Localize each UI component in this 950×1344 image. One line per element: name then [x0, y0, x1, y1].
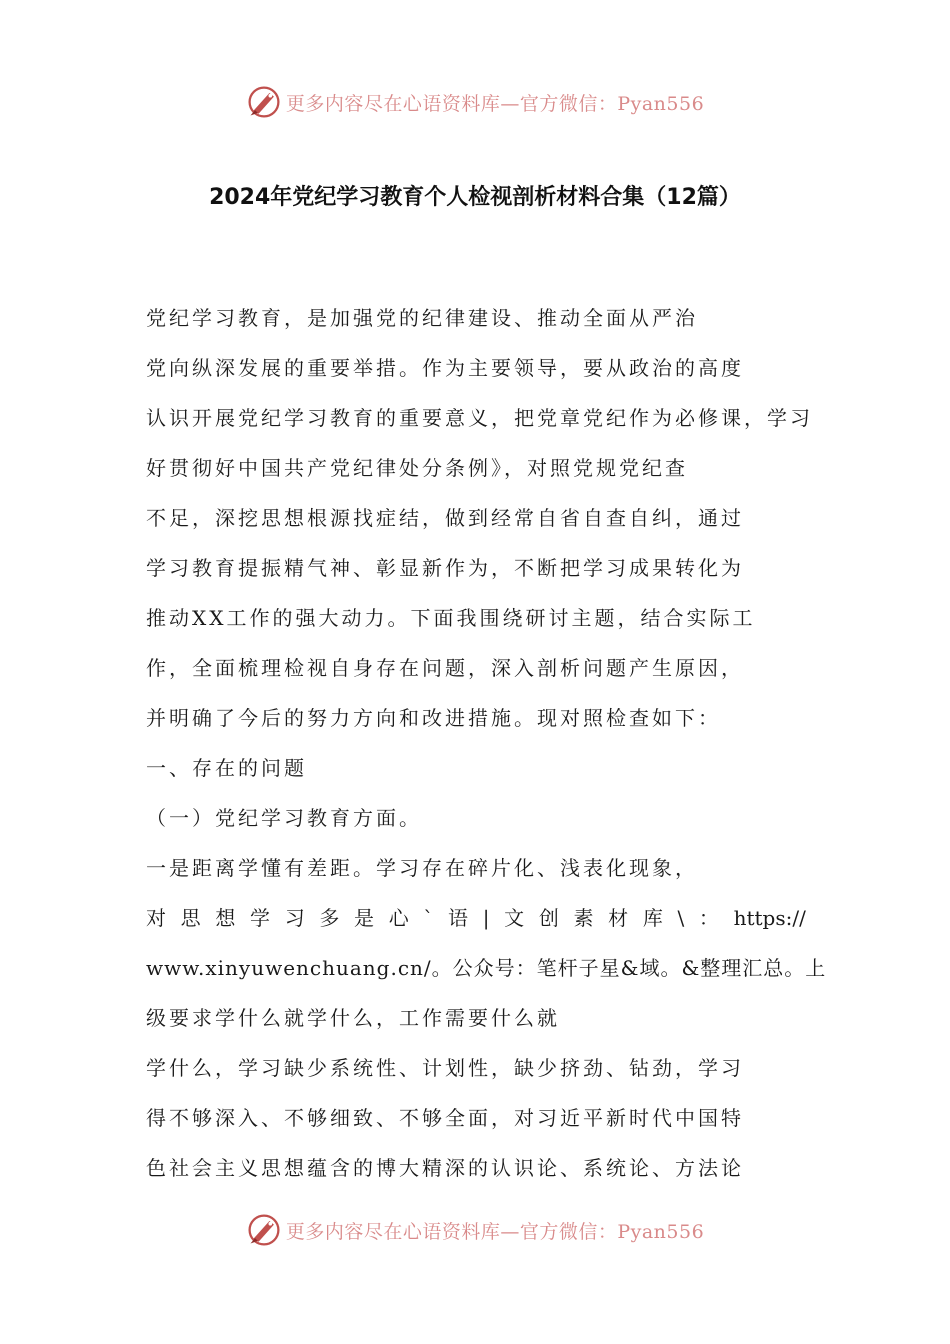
footer-banner: [0, 1210, 950, 1250]
body-line: 得不够深入、不够细致、不够全面，对习近平新时代中国特: [146, 1106, 744, 1130]
justified-char: 素: [573, 906, 594, 930]
justified-char: 多: [319, 906, 340, 930]
body-line: 认识开展党纪学习教育的重要意义，把党章党纪作为必修课，学习: [146, 406, 813, 430]
body-line: 学什么，学习缺少系统性、计划性，缺少挤劲、钻劲，学习: [146, 1056, 744, 1080]
body-line: 推动XX工作的强大动力。下面我围绕研讨主题，结合实际工: [146, 606, 756, 630]
body-line: 级要求学什么就学什么，工作需要什么就: [146, 1006, 560, 1030]
section-heading: 一、存在的问题: [146, 756, 307, 780]
justified-char: |: [482, 906, 490, 930]
justified-char: 是: [354, 906, 375, 930]
body-line: 并明确了今后的努力方向和改进措施。现对照检查如下：: [146, 706, 721, 730]
justified-char: 心: [388, 906, 409, 930]
footer-banner-text: 更多内容尽在心语资料库—官方微信：Pyan556: [285, 1220, 705, 1243]
body-line: 作，全面梳理检视自身存在问题，深入剖析问题产生原因，: [146, 656, 744, 680]
pen-nib-logo-icon: [246, 84, 282, 120]
justified-char: \: [677, 906, 685, 930]
body-line: 党纪学习教育，是加强党的纪律建设、推动全面从严治: [146, 306, 698, 330]
justified-char: `: [423, 906, 434, 930]
body-line-url: www.xinyuwenchuang.cn/。公众号：笔杆子星&域。&整理汇总。上: [146, 956, 827, 980]
justified-char: 创: [538, 906, 559, 930]
body-line: 学习教育提振精气神、彰显新作为，不断把学习成果转化为: [146, 556, 744, 580]
justified-char: 习: [284, 906, 305, 930]
justified-char: 库: [642, 906, 663, 930]
justified-char: 学: [250, 906, 271, 930]
document-title: 2024年党纪学习教育个人检视剖析材料合集（12篇）: [209, 185, 741, 210]
pen-nib-logo-icon: [246, 1212, 282, 1248]
body-line: 党向纵深发展的重要举措。作为主要领导，要从政治的高度: [146, 356, 744, 380]
justified-char: 文: [504, 906, 525, 930]
header-banner: [0, 82, 950, 122]
body-line: 不足，深挖思想根源找症结，做到经常自省自查自纠，通过: [146, 506, 744, 530]
subsection-heading: （一）党纪学习教育方面。: [146, 806, 422, 830]
justified-char: 想: [215, 906, 236, 930]
justified-char: 语: [448, 906, 469, 930]
body-line: 好贯彻好中国共产党纪律处分条例》，对照党规党纪查: [146, 456, 688, 480]
justified-char: ：: [698, 906, 719, 930]
justified-url-start: https://: [733, 906, 806, 930]
justified-char: 材: [608, 906, 629, 930]
justified-char: 思: [180, 906, 201, 930]
document-body: [146, 301, 827, 1201]
justified-body-line: [146, 901, 806, 951]
header-banner-text: 更多内容尽在心语资料库—官方微信：Pyan556: [285, 92, 705, 115]
justified-char: 对: [146, 906, 166, 930]
body-line: 一是距离学懂有差距。学习存在碎片化、浅表化现象，: [146, 856, 698, 880]
body-line: 色社会主义思想蕴含的博大精深的认识论、系统论、方法论: [146, 1156, 744, 1180]
